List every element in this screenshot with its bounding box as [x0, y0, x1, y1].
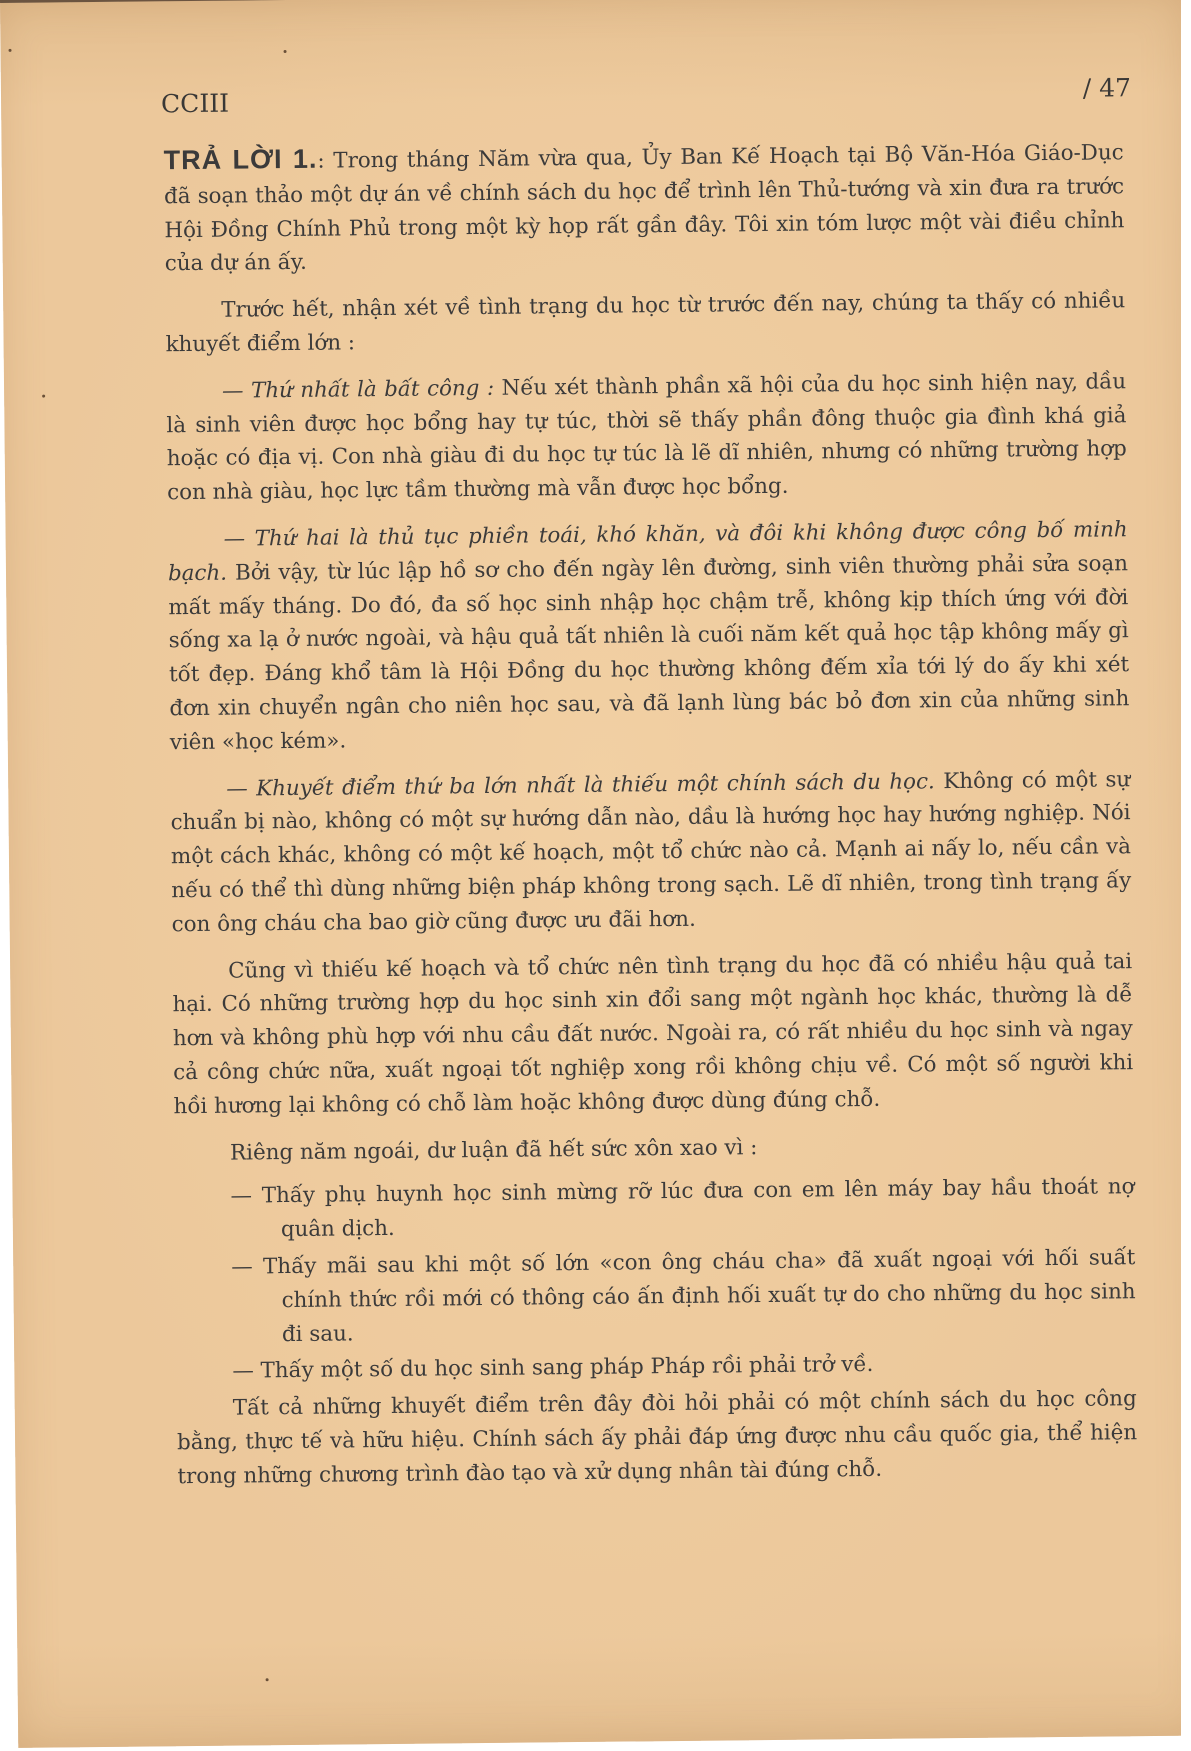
answer-intro-paragraph [164, 134, 1125, 281]
paragraph-second-flaw [167, 513, 1129, 760]
second-flaw-text: Bởi vậy, từ lúc lập hồ sơ cho đến ngày lên đường, sinh viên thường phải sửa soạn mất mấy tháng. Do đó, đa số học sinh nhập học chậm trễ, không kịp thích ứng với đời sống xa lạ ở nước ngoài, và hậu quả tất nhiên là cuối năm kết quả học tập không mấy gì tốt đẹp. Đáng khổ tâm là Hội Đồng du học thường không đếm xỉa tới lý do ấy khi xét đơn xin chuyển ngân cho niên học sau, và đã lạnh lùng bác bỏ đơn xin của những sinh viên «học kém». [168, 550, 1130, 756]
first-flaw-heading: — Thứ nhất là bất công : [221, 375, 495, 404]
first-flaw-text: Nếu xét thành phần xã hội của du học sinh hiện nay, dầu là sinh viên được học bổng hay tự túc, thời sẽ thấy phần đông thuộc gia đình khá giả hoặc có địa vị. Con nhà giàu đi du học tự túc là lẽ dĩ nhiên, nhưng có những trường hợp con nhà giàu, học lực tầm thường mà vẫn được học bổng. [166, 369, 1127, 506]
second-flaw-heading: — Thứ hai là thủ tục phiền toái, khó khăn, và đôi khi không được công bố minh bạch. [167, 517, 1128, 587]
paragraph-consequences: Cũng vì thiếu kế hoạch và tổ chức nên tình trạng du học đã có nhiều hậu quả tai hại. Có những trường hợp du học sinh xin đổi sang một ngành học khác, thường là dễ hơn và không phù hợp với nhu cầu đất nước. Ngoài ra, có rất nhiều du học sinh và ngay cả công chức nữa, xuất ngoại tốt nghiệp xong rồi không chịu về. Có một số người khi hồi hương lại không có chỗ làm hoặc không được dùng đúng chỗ. [172, 948, 1134, 1119]
paper-speck [266, 1678, 269, 1681]
paragraph-first-flaw [166, 365, 1127, 510]
list-item: — Thấy mãi sau khi một số lớn «con ông cháu cha» đã xuất ngoại với hối suất chính thức rồi mới có thông cáo ấn định hối xuất tự do cho những du học sinh đi sau. [231, 1245, 1136, 1347]
paragraph-third-flaw [170, 763, 1132, 942]
page-header [160, 73, 1132, 129]
list-item: — Thấy một số du học sinh sang pháp Pháp rồi phải trở về. [232, 1352, 874, 1384]
third-flaw-heading: — Khuyết điểm thứ ba lớn nhất là thiếu một chính sách du học. [226, 768, 935, 802]
paper-speck [9, 49, 12, 52]
paper-speck [42, 395, 45, 398]
list-item: — Thấy phụ huynh học sinh mừng rỡ lúc đưa con em lên máy bay hầu thoát nợ quân dịch. [230, 1174, 1135, 1243]
answer-body [164, 134, 1138, 1493]
opinion-list [174, 1170, 1136, 1389]
chapter-label: CCIII [160, 88, 230, 119]
third-flaw-text: Không có một sự chuẩn bị nào, không có một sự hướng dẫn nào, dầu là hướng học hay hướng nghiệp. Nói một cách khác, không có một kế hoạch, một tổ chức nào cả. Mạnh ai nấy lo, nếu cần và nếu có thể thì dùng những biện pháp không trong sạch. Lẽ dĩ nhiên, trong tình trạng ấy con ông cháu cha bao giờ cũng được ưu đãi hơn. [170, 766, 1132, 937]
paper-speck [284, 50, 287, 53]
answer-intro: : Trong tháng Năm vừa qua, Ủy Ban Kế Hoạch tại Bộ Văn-Hóa Giáo-Dục đã soạn thảo một dự án về chính sách du học để trình lên Thủ-tướng và xin đưa ra trước Hội Đồng Chính Phủ trong một kỳ họp rất gần đây. Tôi xin tóm lược một vài điều chỉnh của dự án ấy. [163, 140, 1125, 277]
scan-margin [1181, 0, 1191, 1751]
paragraph-conclusion: Tất cả những khuyết điểm trên đây đòi hỏi phải có một chính sách du học công bằng, thực tế và hữu hiệu. Chính sách ấy phải đáp ứng được nhu cầu quốc gia, thể hiện trong những chương trình đào tạo và xử dụng nhân tài đúng chỗ. [176, 1386, 1138, 1489]
page-number: / 47 [1082, 73, 1132, 103]
answer-label: TRẢ LỜI 1. [163, 143, 318, 176]
paragraph-overview: Trước hết, nhận xét về tình trạng du học từ trước đến nay, chúng ta thấy có nhiều khuyết điểm lớn : [165, 288, 1126, 358]
paragraph-public-opinion: Riêng năm ngoái, dư luận đã hết sức xôn xao vì : [229, 1134, 758, 1166]
